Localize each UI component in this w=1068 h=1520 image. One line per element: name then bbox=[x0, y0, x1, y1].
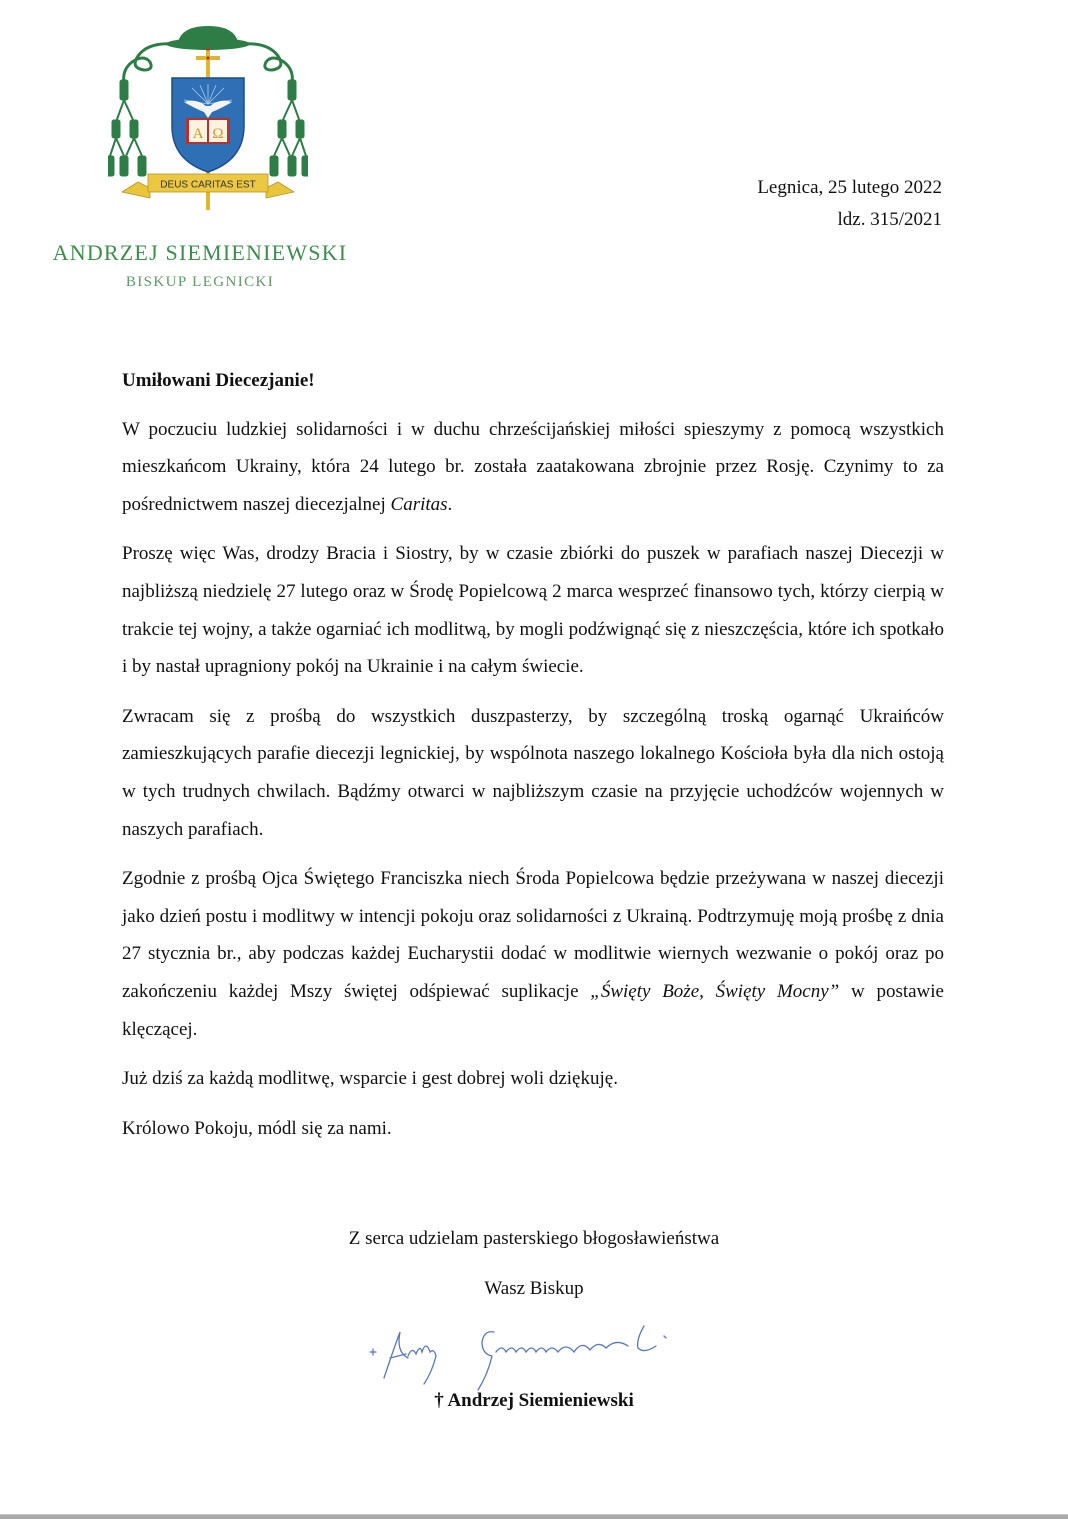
letterhead-bishop-name: ANDRZEJ SIEMIENIEWSKI bbox=[52, 240, 348, 265]
coat-of-arms-icon bbox=[108, 22, 308, 218]
paragraph-2: Proszę więc Was, drodzy Bracia i Siostry, by w czasie zbiórki do puszek w parafiach naszej Diecezji w najbliższą niedzielę 27 lutego oraz w Środę Popielcową 2 marca wesprzeć finansowo tych, którzy cierpią w trakcie tej wojny, a także ogarniać ich modlitwą, by mogli podźwignąć się z nieszczęścia, które ich spotkało i by nastał upragniony pokój na Ukrainie i na całym świecie. bbox=[122, 543, 944, 678]
paragraph-6: Królowo Pokoju, módl się za nami. bbox=[122, 1117, 392, 1139]
paragraph-4: Zgodnie z prośbą Ojca Świętego Franciszka niech Środa Popielcowa będzie przeżywana w naszej diecezji jako dzień postu i modlitwy w intencji pokoju oraz solidarności z Ukrainą. Podtrzymuję moją prośbę z dnia 27 stycznia br., aby podczas każdej Eucharystii dodać w modlitwie wiernych wezwanie o pokój oraz po zakończeniu każdej Mszy świętej odśpiewać suplikacje „Święty Boże, Święty Mocny” w postawie klęczącej. bbox=[122, 868, 944, 1040]
page-bottom-border bbox=[0, 1514, 1068, 1519]
supplication-title: „Święty Boże, Święty Mocny” bbox=[590, 980, 840, 1002]
caritas-italic: Caritas bbox=[390, 493, 448, 515]
place-date: Legnica, 25 lutego 2022 bbox=[757, 177, 942, 198]
salutation: Umiłowani Diecezjanie! bbox=[122, 370, 315, 391]
reference-number: ldz. 315/2021 bbox=[837, 209, 942, 230]
letterhead-bishop-title: BISKUP LEGNICKI bbox=[125, 274, 275, 290]
closing-blessing: Z serca udzielam pasterskiego błogosławieństwa bbox=[348, 1228, 720, 1249]
paragraph-5: Już dziś za każdą modlitwę, wsparcie i gest dobrej woli dziękuję. bbox=[122, 1068, 618, 1090]
closing-regards: Wasz Biskup bbox=[484, 1278, 584, 1299]
paragraph-3: Zwracam się z prośbą do wszystkich duszpasterzy, by szczególną troską ogarnąć Ukraińców zamieszkujących parafie diecezji legnickiej, by wspólnota naszego lokalnego Kościoła była dla nich ostoją w tych trudnych chwilach. Bądźmy otwarci w najbliższym czasie na przyjęcie uchodźców wojennych w naszych parafiach. bbox=[122, 705, 944, 840]
svg-text:DEUS CARITAS EST: DEUS CARITAS EST bbox=[160, 179, 256, 191]
signer-name: † Andrzej Siemieniewski bbox=[434, 1390, 634, 1411]
svg-text:A: A bbox=[192, 126, 204, 142]
paragraph-1: W poczuciu ludzkiej solidarności i w duchu chrześcijańskiej miłości spieszymy z pomocą wszystkich mieszkańcom Ukrainy, która 24 lutego br. została zaatakowana zbrojnie przez Rosję. Czynimy to za pośrednictwem naszej diecezjalnej Caritas. bbox=[122, 418, 944, 515]
svg-text:Ω: Ω bbox=[212, 126, 224, 142]
date-block bbox=[757, 172, 942, 236]
letter-body bbox=[122, 362, 944, 1159]
handwritten-signature-icon bbox=[366, 1318, 690, 1394]
